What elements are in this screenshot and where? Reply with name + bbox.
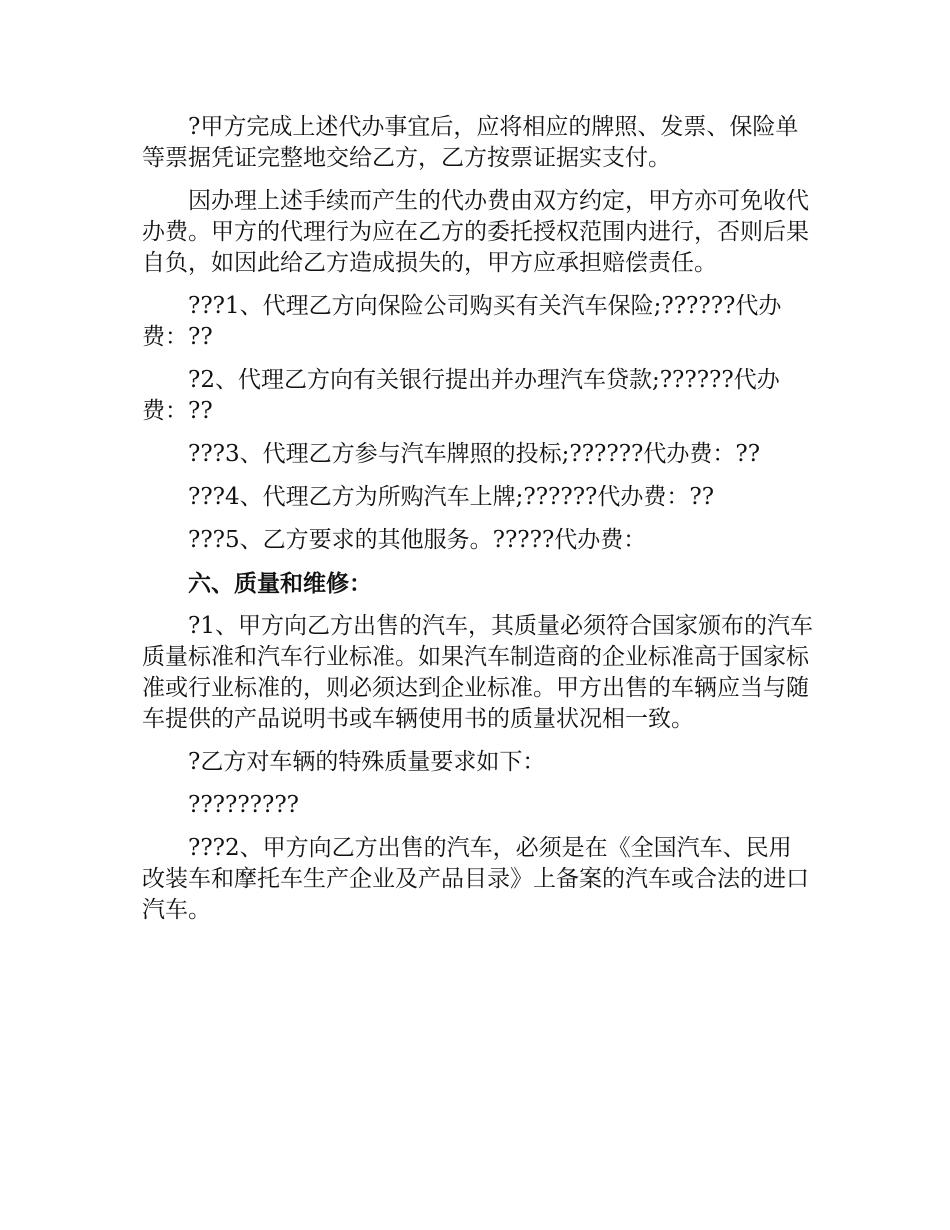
paragraph-agency-fee-terms: 因办理上述手续而产生的代办费由双方约定，甲方亦可免收代办费。甲方的代理行为应在乙方的委托授权范围内进行，否则后果自负，如因此给乙方造成损失的，甲方应承担赔偿责任。 xyxy=(142,188,809,276)
paragraph-quality-clause-2: ???2、甲方向乙方出售的汽车，必须是在《全国汽车、民用改装车和摩托车生产企业及产品目录》上备案的汽车或合法的进口汽车。 xyxy=(142,835,809,923)
section-heading-quality-and-repair: 六、质量和维修： xyxy=(188,570,372,597)
paragraph-agency-item-2: ?2、代理乙方向有关银行提出并办理汽车贷款;??????代办费：?? xyxy=(142,367,780,424)
paragraph-special-quality-requirements: ?乙方对车辆的特殊质量要求如下： xyxy=(188,749,546,775)
paragraph-agency-item-1: ???1、代理乙方向保险公司购买有关汽车保险;??????代办费：?? xyxy=(142,293,782,350)
paragraph-agency-item-5: ???5、乙方要求的其他服务。?????代办费： xyxy=(188,527,647,553)
paragraph-agency-item-4: ???4、代理乙方为所购汽车上牌;??????代办费：?? xyxy=(188,484,715,510)
paragraph-placeholder-blank: ????????? xyxy=(188,792,299,818)
document-page xyxy=(142,112,814,938)
paragraph-quality-clause-1: ?1、甲方向乙方出售的汽车，其质量必须符合国家颁布的汽车质量标准和汽车行业标准。如果汽车制造商的企业标准高于国家标准或行业标准的，则必须达到企业标准。甲方出售的车辆应当与随车提供的产品说明书或车辆使用书的质量状况相一致。 xyxy=(142,613,813,732)
paragraph-delivery-of-documents: ?甲方完成上述代办事宜后，应将相应的牌照、发票、保险单等票据凭证完整地交给乙方，乙方按票证据实支付。 xyxy=(142,114,799,171)
paragraph-agency-item-3: ???3、代理乙方参与汽车牌照的投标;??????代办费：?? xyxy=(188,441,761,467)
